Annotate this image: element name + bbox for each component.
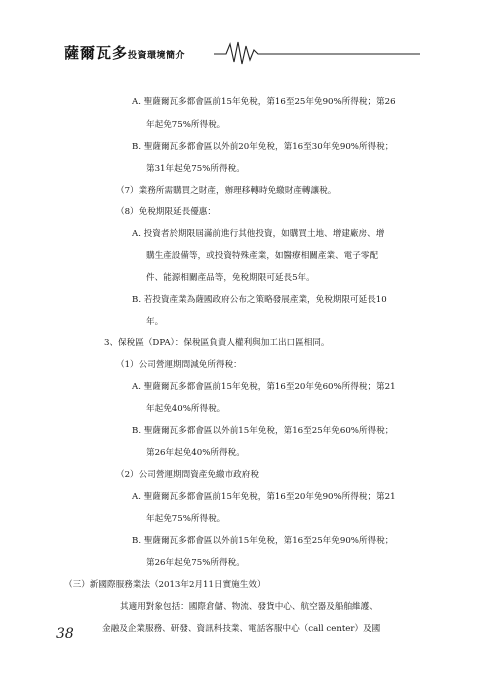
text-line: B. 聖薩爾瓦多都會區以外前15年免稅，第16至25年免60%所得稅； (132, 426, 394, 436)
running-header (64, 38, 420, 66)
text-line: A. 聖薩爾瓦多都會區前15年免稅，第16至25年免90%所得稅；第26 (132, 97, 396, 107)
header-title-sub: 投資環境簡介 (128, 51, 186, 61)
page-number: 38 (56, 626, 74, 642)
text-line: 第26年起免75%所得稅。 (146, 558, 245, 568)
text-line: B. 聖薩爾瓦多都會區以外前20年免稅，第16至30年免90%所得稅； (132, 142, 394, 152)
text-line: （三）新國際服務業法（2013年2月11日實施生效） (64, 580, 266, 590)
text-line: （2）公司營運期間資產免繳市政府稅 (116, 470, 259, 480)
text-line: 3、保稅區（DPA）：保稅區負責人權利與加工出口區相同。 (104, 338, 330, 348)
text-line: 年起免40%所得稅。 (146, 404, 226, 414)
text-line: A. 聖薩爾瓦多都會區前15年免稅，第16至20年免90%所得稅；第21 (132, 492, 396, 502)
text-line: 年。 (146, 317, 164, 327)
text-line: （7）業務所需購買之財產，辦理移轉時免繳財產轉讓稅。 (116, 186, 337, 196)
text-line: （8）免稅期限延長優惠： (116, 207, 216, 217)
text-line: 其適用對象包括：國際倉儲、物流、發貨中心、航空器及船舶維護、 (120, 602, 378, 612)
header-title-main: 薩爾瓦多 (64, 44, 129, 62)
text-line: B. 若投資產業為薩國政府公布之策略發展產業，免稅期限可延長10 (132, 295, 387, 305)
text-line: 第26年起免40%所得稅。 (146, 448, 245, 458)
text-line: 件、能源相關產品等，免稅期限可延長5年。 (146, 273, 315, 283)
text-line: 年起免75%所得稅。 (146, 120, 226, 130)
text-line: B. 聖薩爾瓦多都會區以外前15年免稅，第16至25年免90%所得稅； (132, 536, 394, 546)
text-line: 購生產設備等，或投資特殊產業，如醫療相關產業、電子零配 (146, 251, 379, 261)
heartbeat-line-icon (214, 38, 420, 66)
text-line: 第31年起免75%所得稅。 (146, 164, 245, 174)
text-line: A. 聖薩爾瓦多都會區前15年免稅，第16至20年免60%所得稅；第21 (132, 382, 396, 392)
text-line: （1）公司營運期間減免所得稅： (116, 360, 242, 370)
header-title (64, 42, 185, 63)
text-line: A. 投資者於期限屆滿前進行其他投資，如購買土地、增建廠房、增 (132, 229, 385, 239)
text-line: 年起免75%所得稅。 (146, 514, 226, 524)
text-line: 金融及企業服務、研發、資訊科技業、電話客服中心（call center）及國 (102, 624, 381, 634)
